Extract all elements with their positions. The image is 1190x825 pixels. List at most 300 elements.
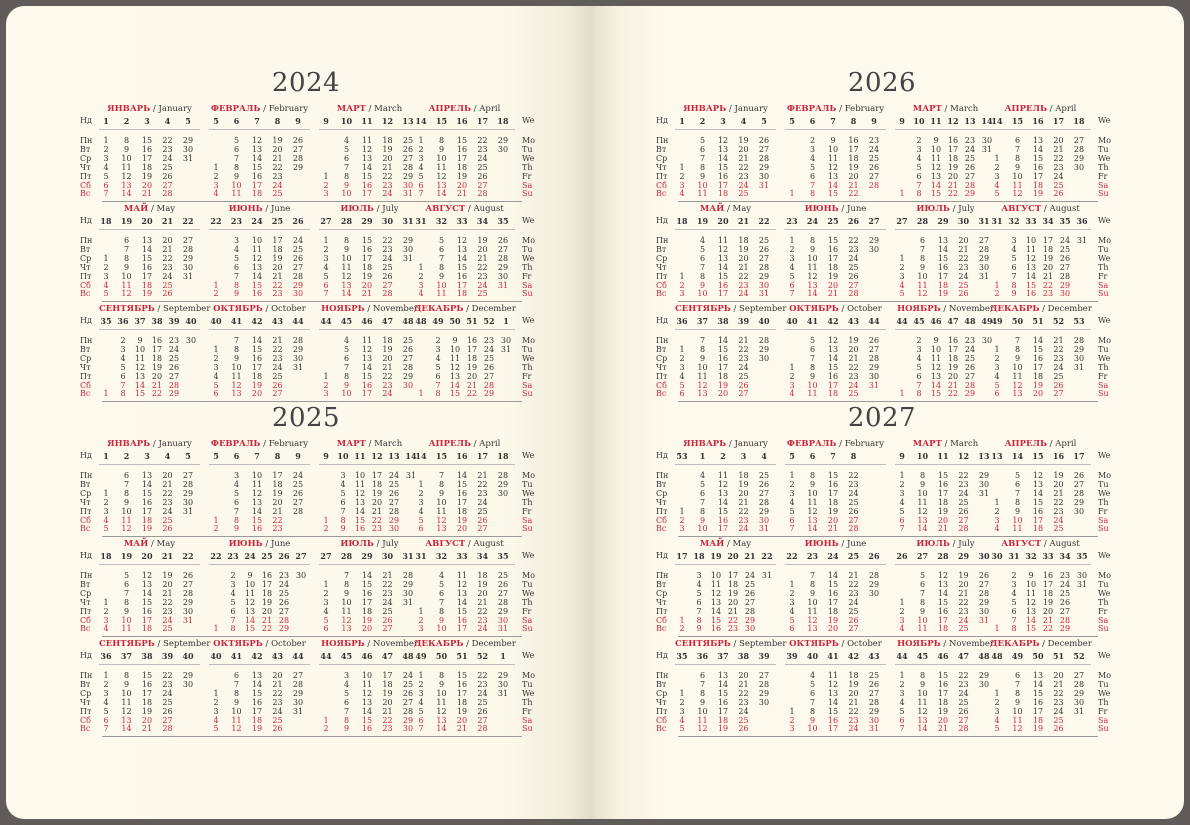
day-cell: 27 [964,171,976,181]
day-cell: 26 [758,136,770,145]
day-cell: 17 [937,615,949,625]
day-cell: 9 [233,289,240,299]
day-cell: 8 [343,579,350,589]
day-cell: 11 [717,471,729,480]
row-separator [678,636,1098,637]
day-cell: 25 [848,606,859,616]
day-cell: 26 [744,588,756,598]
week-number: 12 [947,116,959,126]
day-cell: 21 [382,362,393,372]
week-number: 9 [323,116,329,126]
day-cell: 11 [251,244,263,254]
day-cell: 23 [848,588,859,598]
month-separator: / [365,439,375,449]
day-label-en: Tu [1098,244,1109,254]
week-number: 14 [415,116,427,126]
day-cell: 15 [361,236,373,245]
day-cell: 9 [699,280,706,290]
day-cell: 1 [418,606,424,616]
day-cell: 22 [272,688,283,698]
month-heading [319,439,420,449]
day-label-ru: Ср [80,688,92,698]
day-cell: 8 [123,597,130,607]
day-cell: 22 [848,471,859,480]
day-label-en: Su [1098,724,1109,734]
day-label-ru: Пн [656,136,669,145]
day-cell: 8 [809,362,816,372]
day-cell: 27 [382,624,393,634]
day-cell: 20 [738,253,749,263]
month-name-en: March [950,439,979,449]
day-cell: 22 [738,162,749,172]
day-cell: 12 [361,688,373,698]
day-label-en: Mo [1098,336,1112,345]
day-cell: 6 [103,715,109,725]
day-label-en: Mo [1098,471,1112,480]
day-cell: 20 [272,497,283,507]
day-label-en: Sa [1098,280,1109,290]
day-cell: 9 [696,624,702,634]
day-cell: 23 [1053,353,1064,363]
month-divider [209,129,310,130]
year-bottom-line [102,736,522,737]
week-number: 52 [1073,651,1085,661]
week-number: 7 [254,116,260,126]
day-cell: 20 [958,579,969,589]
week-number: 22 [786,551,798,561]
day-cell: 15 [827,236,839,245]
day-cell: 16 [456,271,468,281]
day-cell: 5 [103,171,109,181]
week-number: 9 [899,451,905,461]
day-cell: 12 [141,571,153,580]
day-cell: 24 [292,236,304,245]
day-label-en: We [522,588,535,598]
day-cell: 29 [497,136,509,145]
day-cell: 27 [738,389,749,399]
day-label-ru: Ср [656,353,668,363]
day-cell: 25 [958,697,969,707]
month-divider [319,129,420,130]
day-cell: 3 [679,362,685,372]
day-cell: 2 [418,679,424,689]
week-number: 30 [381,216,394,226]
day-cell: 19 [937,289,949,299]
day-cell: 24 [292,471,304,480]
day-cell: 25 [1053,371,1064,381]
day-cell: 28 [402,706,414,716]
day-cell: 23 [958,606,969,616]
day-cell: 5 [233,136,240,145]
month-name-ru: ДЕКАБРЬ [414,304,464,314]
day-cell: 16 [361,588,373,598]
day-cell: 15 [251,162,263,172]
week-number: 29 [937,216,949,226]
day-cell: 16 [1042,571,1054,580]
day-cell: 5 [213,724,219,734]
day-cell: 20 [361,624,373,634]
day-cell: 12 [341,271,352,281]
month-name-en: July [382,539,399,549]
day-cell: 16 [141,497,153,507]
day-cell: 19 [1032,380,1044,390]
day-cell: 1 [418,136,424,145]
day-cell: 11 [244,588,256,598]
day-cell: 12 [436,515,447,525]
day-cell: 22 [947,389,959,399]
day-cell: 14 [449,380,461,390]
day-cell: 26 [162,524,173,534]
day-cell: 28 [868,180,880,190]
day-cell: 8 [699,344,706,354]
week-number: 29 [361,216,373,226]
day-cell: 6 [123,471,130,480]
day-cell: 16 [717,171,729,181]
day-cell: 14 [827,180,839,190]
day-cell: 23 [1053,162,1064,172]
day-cell: 14 [930,180,942,190]
day-cell: 24 [162,688,173,698]
day-cell: 14 [244,615,256,625]
month-name-ru: АВГУСТ [1001,204,1042,214]
week-number: 5 [185,116,191,126]
day-cell: 17 [947,144,959,154]
day-cell: 19 [456,171,468,181]
day-label-ru: Пн [80,671,93,680]
day-cell: 3 [994,515,1000,525]
week-number: 17 [1073,451,1085,461]
week-number: 8 [274,116,281,126]
day-cell: 14 [1025,615,1037,625]
week-number: 1 [699,451,706,461]
day-cell: 14 [251,679,263,689]
day-cell: 26 [483,362,495,372]
day-cell: 21 [727,606,739,616]
week-number: 10 [916,451,929,461]
week-number: 6 [233,451,240,461]
day-cell: 22 [1053,344,1064,354]
day-cell: 7 [233,679,240,689]
day-cell: 11 [341,606,352,616]
month-name-en: January [158,439,192,449]
day-cell: 3 [323,389,329,399]
day-cell: 6 [103,180,109,190]
day-label-ru: Вс [656,389,667,399]
day-cell: 12 [827,679,839,689]
day-cell: 26 [1073,471,1085,480]
day-cell: 5 [1011,597,1017,607]
day-cell: 27 [848,515,859,525]
day-cell: 4 [994,715,1000,725]
day-cell: 16 [456,488,468,498]
week-number: 31 [1008,551,1020,561]
day-cell: 26 [388,488,400,498]
day-cell: 18 [827,389,839,399]
day-cell: 31 [292,362,304,372]
day-cell: 3 [679,706,685,716]
day-cell: 9 [343,588,350,598]
day-label-en: Tu [1098,679,1109,689]
day-cell: 13 [251,262,263,272]
day-cell: 14 [456,471,468,480]
day-cell: 19 [717,380,729,390]
day-label-ru: Вс [80,389,91,399]
day-cell: 30 [978,606,990,616]
day-cell: 30 [978,262,990,272]
day-cell: 19 [827,615,839,625]
week-number: 36 [100,651,112,661]
day-cell: 18 [371,479,383,489]
day-label-en: We [1098,153,1111,163]
day-cell: 5 [699,136,706,145]
week-number: 22 [182,216,194,226]
day-cell: 6 [994,389,1000,399]
week-number: 28 [340,551,353,561]
day-cell: 26 [1059,597,1071,607]
day-cell: 29 [182,671,194,680]
week-number: 35 [1076,551,1088,561]
week-number: 18 [1073,116,1085,126]
day-cell: 27 [958,515,969,525]
month-separator: / [364,639,373,649]
day-label-ru: Сб [656,280,667,290]
day-cell: 12 [710,588,722,598]
day-cell: 26 [958,289,969,299]
day-label-ru: Пн [80,336,93,345]
day-cell: 23 [272,289,283,299]
day-cell: 8 [123,671,130,680]
day-cell: 29 [744,615,756,625]
day-cell: 18 [456,506,468,516]
day-cell: 7 [438,471,445,480]
day-label-ru: Вс [656,289,667,299]
day-cell: 30 [292,289,304,299]
day-cell: 6 [699,144,706,154]
month-divider [895,664,996,665]
day-cell: 20 [717,389,729,399]
week-number: 14 [415,451,427,461]
day-cell: 22 [477,606,488,616]
month-heading [209,204,310,214]
month-separator: / [726,104,735,114]
day-cell: 2 [213,353,219,363]
day-cell: 14 [251,336,263,345]
week-label-en: We [522,651,535,660]
week-number: 32 [1025,551,1037,561]
month-heading [209,104,310,114]
day-cell: 26 [738,724,749,734]
day-cell: 16 [251,353,263,363]
day-cell: 13 [251,144,263,154]
day-cell: 30 [185,336,197,345]
week-number: 35 [497,551,509,561]
month-heading [895,204,996,214]
day-label-ru: Пт [656,171,668,181]
week-number: 18 [497,451,509,461]
day-cell: 10 [354,471,366,480]
day-cell: 2 [213,171,219,181]
day-label-en: Fr [1098,706,1108,716]
day-cell: 19 [382,688,393,698]
day-cell: 7 [699,336,706,345]
day-cell: 2 [679,515,685,525]
day-cell: 26 [1059,253,1071,263]
day-cell: 3 [103,688,109,698]
day-cell: 19 [361,271,373,281]
day-cell: 16 [937,479,949,489]
day-cell: 28 [964,180,976,190]
day-label-ru: Чт [656,497,667,507]
day-cell: 25 [162,280,173,290]
day-cell: 2 [789,371,795,381]
week-number: 35 [100,316,112,326]
day-cell: 4 [994,371,1000,381]
day-cell: 14 [717,262,729,272]
month-name-en: April [1055,439,1077,449]
week-number: 44 [292,651,304,661]
day-cell: 29 [278,624,290,634]
day-cell: 17 [1032,171,1044,181]
day-cell: 1 [418,389,424,399]
day-cell: 15 [251,280,263,290]
day-cell: 27 [483,371,495,381]
day-cell: 1 [323,371,329,381]
day-cell: 1 [323,236,329,245]
year-title: 2025 [271,403,341,433]
day-cell: 27 [758,671,770,680]
day-cell: 8 [438,671,445,680]
day-cell: 16 [717,515,729,525]
day-cell: 1 [213,280,219,290]
month-name-en: August [473,539,504,549]
day-cell: 7 [438,253,445,263]
day-cell: 7 [418,189,424,199]
day-cell: 2 [899,262,905,272]
week-number: 22 [758,216,770,226]
day-cell: 17 [1042,579,1054,589]
day-cell: 30 [868,244,880,254]
day-cell: 14 [361,706,373,716]
day-cell: 5 [438,236,445,245]
day-cell: 2 [916,136,922,145]
day-cell: 16 [251,289,263,299]
day-cell: 2 [418,271,424,281]
week-number: 32 [435,551,448,561]
month-divider [319,464,420,465]
day-cell: 30 [868,715,880,725]
month-divider [990,129,1091,130]
day-cell: 4 [103,162,109,172]
week-number: 20 [141,216,153,226]
day-label-ru: Ср [80,588,92,598]
day-cell: 20 [477,244,488,254]
day-cell: 22 [947,189,959,199]
day-cell: 17 [382,671,393,680]
week-number: 22 [761,551,773,561]
day-cell: 6 [340,497,346,507]
week-label-ru: Нд [656,651,668,660]
week-number: 49 [415,651,427,661]
day-cell: 28 [382,289,393,299]
day-cell: 22 [1042,280,1054,290]
day-cell: 7 [233,271,240,281]
day-label-en: Fr [1098,506,1108,516]
day-label-en: Su [1098,389,1109,399]
day-cell: 13 [361,353,373,363]
day-cell: 1 [103,136,109,145]
day-cell: 4 [233,479,240,489]
day-cell: 3 [679,180,685,190]
day-cell: 10 [917,271,928,281]
week-number: 46 [361,316,373,326]
day-cell: 9 [1014,162,1021,172]
week-number: 52 [476,651,489,661]
month-divider [99,129,200,130]
day-cell: 17 [361,189,373,199]
week-number: 48 [978,651,990,661]
day-label-en: Th [522,362,533,372]
day-cell: 10 [697,524,708,534]
day-label-en: Tu [522,244,533,254]
week-number: 15 [435,451,448,461]
day-cell: 10 [697,180,708,190]
day-cell: 2 [679,624,685,634]
day-cell: 24 [162,271,173,281]
day-cell: 27 [477,715,488,725]
day-cell: 29 [497,671,509,680]
day-label-ru: Сб [80,515,91,525]
day-cell: 31 [182,506,194,516]
week-number: 29 [957,551,970,561]
day-cell: 16 [151,336,163,345]
day-cell: 26 [978,571,990,580]
month-name-en: October [271,304,306,314]
month-heading [209,439,310,449]
day-cell: 5 [323,615,329,625]
day-cell: 9 [233,353,240,363]
week-number: 41 [230,316,243,326]
day-cell: 23 [1053,697,1064,707]
day-cell: 3 [1011,236,1017,245]
day-cell: 2 [230,571,236,580]
week-number: 51 [1052,651,1065,661]
month-divider [319,329,420,330]
day-cell: 15 [456,262,468,272]
week-number: 1 [679,116,685,126]
day-cell: 22 [477,671,488,680]
week-number: 31 [415,551,427,561]
day-cell: 3 [916,144,922,154]
week-number: 17 [476,116,489,126]
week-label-en: We [1098,451,1111,460]
week-number: 14 [991,116,1003,126]
day-cell: 7 [1014,679,1021,689]
month-divider [675,664,776,665]
day-cell: 25 [964,153,976,163]
day-cell: 2 [213,524,219,534]
week-number: 16 [456,116,468,126]
day-cell: 30 [402,724,414,734]
day-cell: 24 [848,724,859,734]
day-label-en: Fr [522,506,532,516]
day-cell: 18 [1032,180,1044,190]
month-name-ru: АПРЕЛЬ [1004,439,1047,449]
day-cell: 8 [809,471,816,480]
day-cell: 8 [123,488,130,498]
day-label-ru: Вт [656,244,667,254]
month-separator: / [373,204,383,214]
day-cell: 19 [947,362,959,372]
